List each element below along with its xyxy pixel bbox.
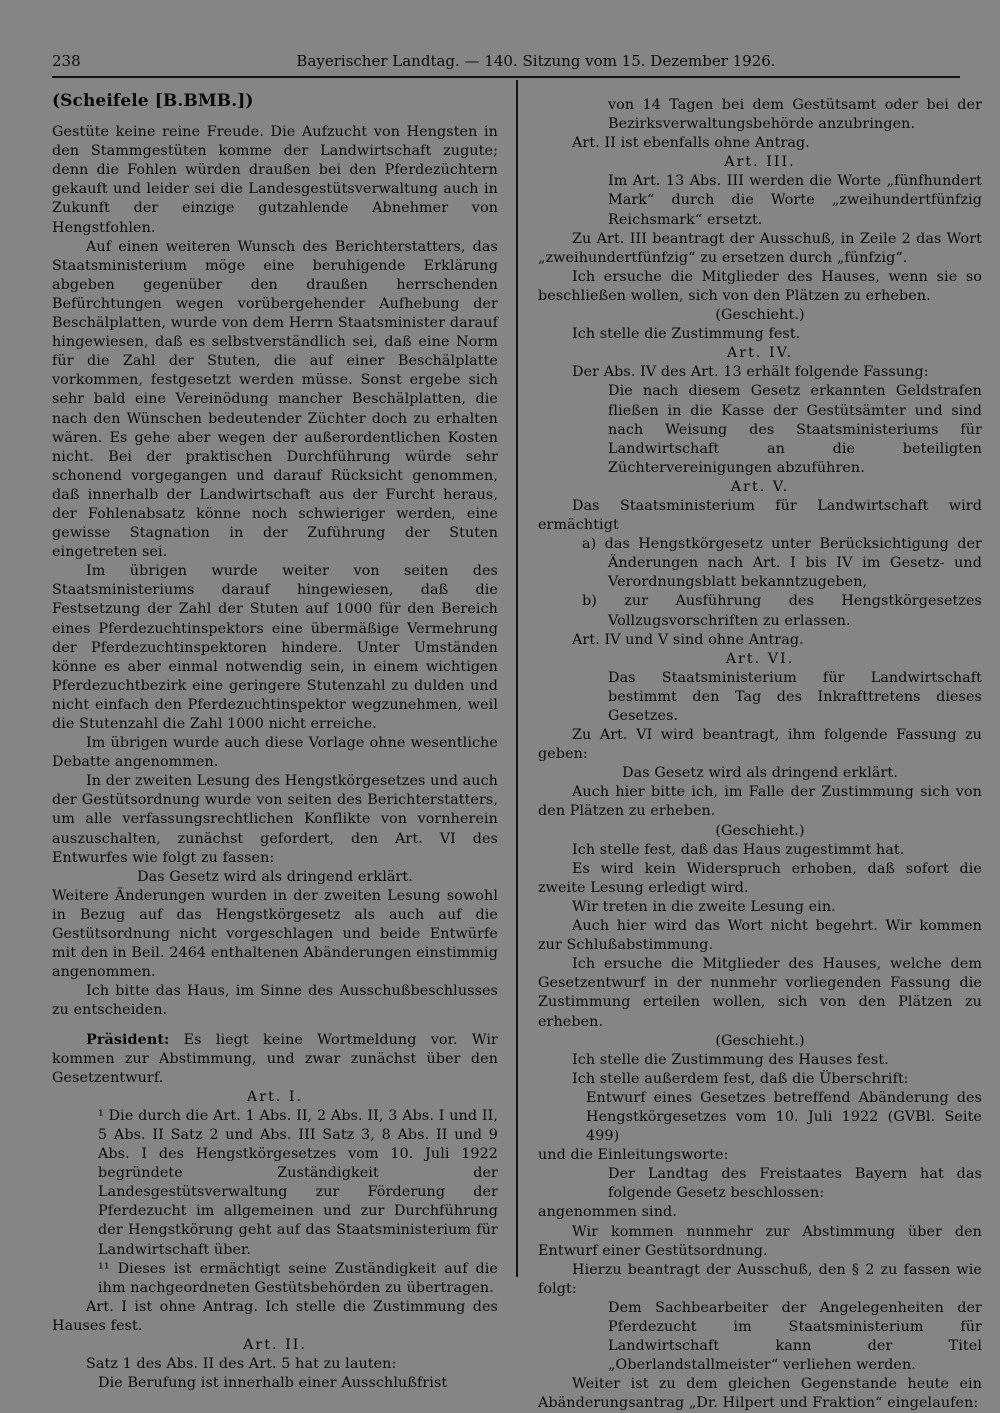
column-divider (516, 80, 518, 1277)
paragraph: Ich stelle außerdem fest, daß die Überschrift: (572, 1070, 909, 1087)
article-text: ¹ Die durch die Art. 1 Abs. II, 2 Abs. II, 3 Abs. I und II, 5 Abs. II Satz 2 und Abs. III Satz 3, 8 Abs. II und 9 Abs. I des Hengstkörgesetzes vom 10. Juli 1922 begründete Zuständigkeit der Landesgestütsverwaltung zur Förderung der Pferdezucht im allgemeinen und zur Durchführung der Hengstkörung geht auf das Staatsministerium für Landwirtschaft über. (98, 1107, 498, 1258)
paragraph: Ich stelle die Zustimmung des Hauses fest. (572, 1051, 889, 1068)
article-heading: Art. IV. (726, 345, 793, 362)
paragraph: Wir kommen nunmehr zur Abstimmung über den Entwurf einer Gestütsordnung. (538, 1223, 982, 1259)
article-text: Entwurf eines Gesetzes betreffend Abänderung des Hengstkörgesetzes vom 10. Juli 1922 (GVBl. Seite 499) (586, 1089, 982, 1145)
paragraph: Zu Art. III beantragt der Ausschuß, in Zeile 2 das Wort „zweihundertfünfzig“ zu ersetzen durch „fünfzig“. (538, 230, 982, 266)
article-text: Die nach diesem Gesetz erkannten Geldstrafen fließen in die Kasse der Gestütsämter und sind nach Weisung des Staatsministeriums für Landwirtschaft an die beteiligten Züchtervereinigungen abzuführen. (608, 383, 982, 476)
paragraph: Der Abs. IV des Art. 13 erhält folgende Fassung: (572, 364, 929, 381)
paragraph: Auch hier wird das Wort nicht begehrt. Wir kommen zur Schlußabstimmung. (538, 918, 982, 954)
quoted-clause: Das Gesetz wird als dringend erklärt. (137, 868, 413, 885)
list-item: a) das Hengstkörgesetz unter Berücksichtigung der Änderungen nach Art. I bis IV im Gesetz- und Verordnungsblatt bekanntzugeben, (582, 536, 982, 591)
paragraph: Ich stelle die Zustimmung fest. (572, 326, 801, 343)
paragraph: Weiter ist zu dem gleichen Gegenstande heute ein Abänderungsantrag „Dr. Hilpert und Fraktion“ eingelaufen: (538, 1376, 982, 1412)
article-heading: Art. I. (246, 1088, 304, 1105)
paragraph: Ich stelle fest, daß das Haus zugestimmt hat. (572, 841, 905, 858)
right-column (538, 96, 982, 1413)
paragraph: In der zweiten Lesung des Hengstkörgesetzes und auch der Gestütsordnung wurde von seiten des Berichterstatters, um alle verfassungsrechtlichen Konflikte von vornherein auszuschalten, zunächst gefordert, den Art. VI des Entwurfes wie folgt zu fassen: (52, 773, 498, 866)
article-text: Dem Sachbearbeiter der Angelegenheiten der Pferdezucht im Staatsministerium für Landwirtschaft kann der Titel „Oberlandstallmeister“ verliehen werden. (608, 1299, 982, 1374)
paragraph: Im übrigen wurde auch diese Vorlage ohne wesentliche Debatte angenommen. (52, 735, 498, 771)
article-heading: Art. II. (243, 1337, 307, 1353)
spacer (52, 1021, 498, 1031)
article-text: Die Berufung ist innerhalb einer Ausschlußfrist (98, 1375, 448, 1392)
article-text: Im Art. 13 Abs. III werden die Worte „fünfhundert Mark“ durch die Worte „zweihundertfünfzig Reichsmark“ ersetzt. (608, 173, 982, 228)
list-item: b) zur Ausführung des Hengstkörgesetzes Vollzugsvorschriften zu erlassen. (582, 593, 982, 629)
president-label: Präsident: (86, 1031, 170, 1048)
paragraph: Ich bitte das Haus, im Sinne des Ausschußbeschlusses zu entscheiden. (52, 983, 498, 1019)
paragraph: Hierzu beantragt der Ausschuß, den § 2 zu fassen wie folgt: (538, 1261, 982, 1297)
paragraph: Auch hier bitte ich, im Falle der Zustimmung sich von den Plätzen zu erheben. (538, 784, 982, 820)
header-rule (52, 76, 960, 78)
paragraph: Satz 1 des Abs. II des Art. 5 hat zu lauten: (86, 1356, 397, 1373)
paragraph: Es wird kein Widerspruch erhoben, daß sofort die zweite Lesung erledigt wird. (538, 860, 982, 896)
paragraph: angenommen sind. (538, 1204, 677, 1221)
article-text: Das Staatsministerium für Landwirtschaft bestimmt den Tag des Inkrafttretens dieses Gesetzes. (608, 669, 982, 724)
paragraph: Auf einen weiteren Wunsch des Berichterstatters, das Staatsministerium möge eine beruhigende Erklärung abgeben gegenüber den draußen herrschenden Befürchtungen wegen vorübergehender Aufhebung der Beschälplatten, wurde von dem Herrn Staatsminister darauf hingewiesen, daß es selbstverständlich sei, daß eine Norm für die Zahl der Stuten, die auf einer Beschälplatte vorkommen, festgesetzt werden müsse. Sonst ergebe sich sehr bald eine Vereinödung mancher Beschälplatten, die nach den Wünschen bedeutender Züchter doch zu erhalten wären. Es gehe aber wegen der außerordentlichen Kosten nicht. Bei der praktischen Durchführung würde sehr schonend vorgegangen und darauf Rücksicht genommen, daß innerhalb der Landwirtschaft aus der Furcht heraus, der Fohlenabsatz könne noch schwieriger werden, eine gewisse Stagnation in der Zuführung der Stuten eingetreten sei. (52, 238, 498, 561)
paragraph: Art. I ist ohne Antrag. Ich stelle die Zustimmung des Hauses fest. (52, 1298, 498, 1334)
procedural-note: (Geschieht.) (715, 307, 805, 324)
article-heading: Art. III. (724, 154, 796, 171)
president-text: Es liegt keine Wortmeldung vor. Wir kommen zur Abstimmung, und zwar zunächst über den Gesetzentwurf. (52, 1031, 498, 1086)
procedural-note: (Geschieht.) (715, 1032, 805, 1049)
paragraph: Art. II ist ebenfalls ohne Antrag. (572, 135, 810, 152)
article-heading: Art. V. (730, 478, 790, 495)
paragraph: Art. IV und V sind ohne Antrag. (572, 631, 804, 648)
president-paragraph (52, 1031, 498, 1088)
paragraph: Das Staatsministerium für Landwirtschaft wird ermächtigt (538, 497, 982, 534)
article-heading: Art. VI. (725, 650, 795, 667)
running-title: Bayerischer Landtag. — 140. Sitzung vom 15. Dezember 1926. (296, 52, 776, 70)
paragraph: und die Einleitungsworte: (538, 1147, 729, 1164)
page-header (52, 52, 960, 76)
paragraph: Zu Art. VI wird beantragt, ihm folgende Fassung zu geben: (538, 727, 982, 763)
paragraph: Ich ersuche die Mitglieder des Hauses, welche dem Gesetzentwurf in der nunmehr vorliegenden Fassung die Zustimmung erteilen wollen, sich von den Plätzen zu erheben. (538, 956, 982, 1030)
paragraph: Im übrigen wurde weiter von seiten des Staatsministeriums darauf hingewiesen, daß die Festsetzung der Zahl der Stuten auf 1000 für den Bereich eines Pferdezuchtinspektors eine übermäßige Vermehrung der Pferdezuchtinspektoren hindere. Unter Umständen könne es aber einmal notwendig sein, in einem wichtigen Pferdezuchtbezirk eine geringere Stutenzahl zu dulden und nicht einfach den Pferdezuchtinspektor wegzunehmen, weil die Stutenzahl die Zahl 1000 nicht erreiche. (52, 563, 498, 732)
article-text: Der Landtag des Freistaates Bayern hat das folgende Gesetz beschlossen: (608, 1166, 982, 1202)
page-number: 238 (52, 52, 81, 70)
article-text: von 14 Tagen bei dem Gestütsamt oder bei der Bezirksverwaltungsbehörde anzubringen. (608, 97, 982, 133)
quoted-clause: Das Gesetz wird als dringend erklärt. (622, 765, 898, 782)
article-text: ¹¹ Dieses ist ermächtigt seine Zuständigkeit auf die ihm nachgeordneten Gestütsbehörden zu übertragen. (98, 1260, 498, 1296)
speaker-attribution: (Scheifele [B.BMB.]) (52, 91, 254, 111)
paragraph: Wir treten in die zweite Lesung ein. (572, 898, 836, 915)
procedural-note: (Geschieht.) (715, 822, 805, 839)
paragraph: Ich ersuche die Mitglieder des Hauses, wenn sie so beschließen wollen, sich von den Plätzen zu erheben. (538, 268, 982, 304)
paragraph: Weitere Änderungen wurden in der zweiten Lesung sowohl in Bezug auf das Hengstkörgesetz als auch auf die Gestütsordnung nicht vorgeschlagen und beide Entwürfe mit den in Beil. 2464 enthaltenen Abänderungen einstimmig angenommen. (52, 887, 498, 981)
paragraph: Gestüte keine reine Freude. Die Aufzucht von Hengsten in den Stammgestüten komme der Landwirtschaft zugute; denn die Fohlen würden draußen bei den Pferdezüchtern gekauft und leider sei die Landesgestütsverwaltung auch in Zukunft der einzige gutzahlende Abnehmer von Hengstfohlen. (52, 124, 498, 236)
left-column (52, 92, 498, 1393)
